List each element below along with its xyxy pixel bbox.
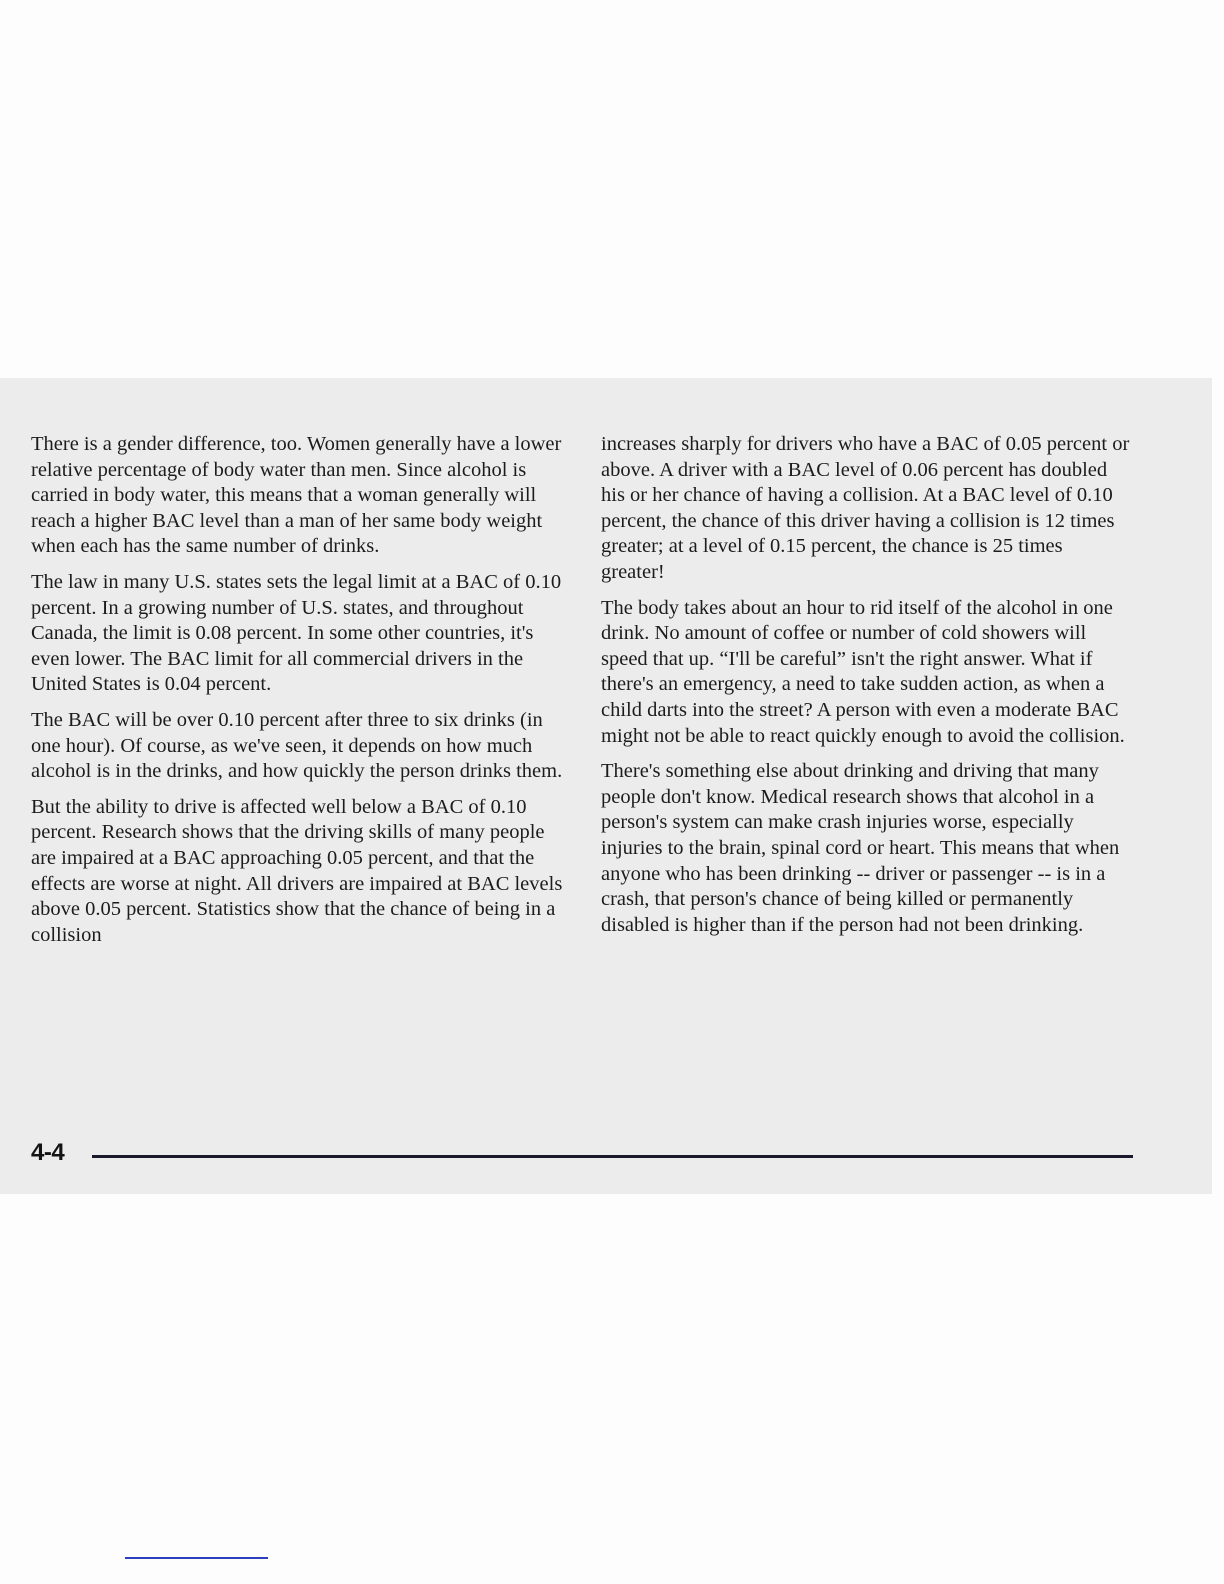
paragraph-bac-after-drinks: The BAC will be over 0.10 percent after three to six drinks (in one hour). Of course, as we've seen, it depends on how much alcohol is in the drinks, and how quickly the person drinks them. [31,708,563,783]
right-text-column [601,432,1131,948]
paragraph-body-rid-alcohol: The body takes about an hour to rid itself of the alcohol in one drink. No amount of coffee or number of cold showers will speed that up. “I'll be careful” isn't the right answer. What if there's an emergency, a need to take sudden action, as when a child darts into the street? A person with even a moderate BAC might not be able to react quickly enough to avoid the collision. [601,596,1125,747]
footer-rule [92,1155,1133,1158]
paragraph-gender-difference: There is a gender difference, too. Women generally have a lower relative percentage of body water than men. Since alcohol is carried in body water, this means that a woman generally will reach a higher BAC level than a man of her same body weight when each has the same number of drinks. [31,433,562,558]
paragraph-ability-affected: But the ability to drive is affected well below a BAC of 0.10 percent. Research shows that the driving skills of many people are impaired at a BAC approaching 0.05 percent, and that the effects are worse at night. All drivers are impaired at BAC levels above 0.05 percent. Statistics show that the chance of being in a collision [31,795,563,946]
scan-artifact-line [125,1557,268,1559]
paragraph-legal-limit: The law in many U.S. states sets the legal limit at a BAC of 0.10 percent. In a growing number of U.S. states, and throughout Canada, the limit is 0.08 percent. In some other countries, it's even lower. The BAC limit for all commercial drivers in the United States is 0.04 percent. [31,570,562,696]
left-text-column [31,432,566,958]
paragraph-crash-injuries: There's something else about drinking and driving that many people don't know. Medical research shows that alcohol in a person's system can make crash injuries worse, especially injuries to the brain, spinal cord or heart. This means that when anyone who has been drinking -- driver or passenger -- is in a crash, that person's chance of being killed or permanently disabled is higher than if the person had not been drinking. [601,760,1120,936]
paragraph-collision-chance: increases sharply for drivers who have a BAC of 0.05 percent or above. A driver with a BAC level of 0.06 percent has doubled his or her chance of having a collision. At a BAC level of 0.10 percent, the chance of this driver having a collision is 12 times greater; at a level of 0.15 percent, the chance is 25 times greater! [601,433,1130,583]
page-number: 4-4 [31,1139,65,1166]
